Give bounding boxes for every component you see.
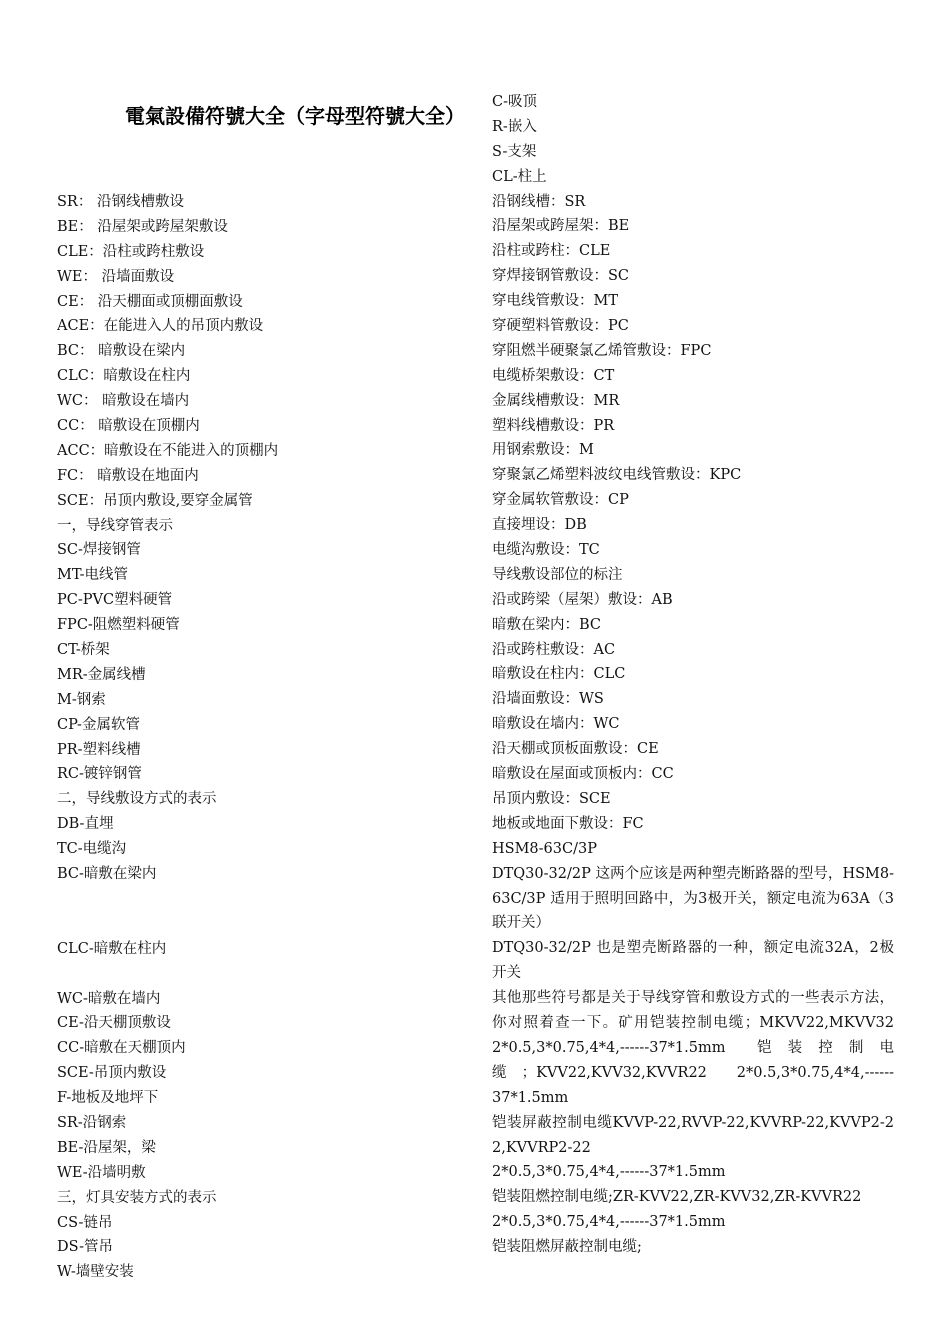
right-list-line: 用钢索敷设：M [492,442,594,459]
left-list-line: PR-塑料线槽 [57,741,141,758]
right-list-line: 吊顶内敷设：SCE [492,790,611,807]
left-list-line: M-钢索 [57,691,106,708]
left-list-line: ACE：在能进入人的吊顶内敷设 [57,318,264,335]
left-list-line: TC-电缆沟 [57,841,127,858]
left-list-line: CLC：暗敷设在柱内 [57,368,191,385]
right-paragraph: 铠装阻燃控制电缆;ZR-KVV22,ZR-KVV32,ZR-KVVR22 [492,1189,862,1206]
left-list-line: CE： 沿天棚面或顶棚面敷设 [57,293,243,310]
left-list-line: CS-链吊 [57,1214,113,1231]
right-paragraph: 铠装阻燃屏蔽控制电缆; [492,1239,642,1256]
left-list-line: WC-暗敷在墙内 [57,990,161,1007]
left-list-line: CP-金属软管 [57,716,140,733]
right-list-line: 直接埋设：DB [492,517,587,534]
right-column [492,90,923,1260]
right-list-line: 电缆桥架敷设：CT [492,367,615,384]
left-list-line: BE： 沿屋架或跨屋架敷设 [57,218,228,235]
right-list-line: 沿柱或跨柱：CLE [492,243,611,260]
left-list-line: SCE-吊顶内敷设 [57,1065,167,1082]
left-list-line: CT-桥架 [57,642,110,659]
right-list-line: 暗敷在梁内：BC [492,616,602,633]
left-list-line: F-地板及地坪下 [57,1090,159,1107]
left-list-line: BC-暗敷在梁内 [57,866,157,883]
left-list-line: 三，灯具安装方式的表示 [57,1189,217,1206]
right-list-line: 地板或地面下敷设：FC [492,815,644,832]
right-list-line: 穿电线管敷设：MT [492,293,619,310]
left-list-line: 一，导线穿管表示 [57,517,173,534]
left-list-line: SC-焊接钢管 [57,542,141,559]
left-list-line: DS-管吊 [57,1239,113,1256]
left-list-line: PC-PVC塑料硬管 [57,592,173,609]
left-list-line: SR-沿钢索 [57,1114,127,1131]
left-list-line: CLE：沿柱或跨柱敷设 [57,243,205,260]
left-list-line: BC： 暗敷设在梁内 [57,343,186,360]
right-list-line: 穿硬塑料管敷设：PC [492,318,629,335]
left-list-line: WC： 暗敷设在墙内 [57,393,190,410]
right-list-line: C-吸顶 [492,94,537,110]
right-paragraph: 2*0.5,3*0.75,4*4,------37*1.5mm [492,1214,726,1231]
left-list-line: CC： 暗敷设在顶棚内 [57,418,200,435]
left-list-line: DB-直埋 [57,816,114,833]
right-list-line: R-嵌入 [492,118,537,135]
left-list-line: FC： 暗敷设在地面内 [57,467,199,484]
right-list-line: 沿墙面敷设：WS [492,691,604,708]
right-list-1 [492,90,894,862]
right-paragraph: 铠装屏蔽控制电缆KVVP-22,RVVP-22,KVVRP-22,KVVP2-22,KVVRP2-22 [492,1114,894,1156]
left-list-line: W-墙壁安装 [57,1264,134,1281]
right-list-line: 沿天棚或顶板面敷设：CE [492,741,659,758]
left-list-line: RC-镀锌钢管 [57,766,142,783]
right-list-line: 沿屋架或跨屋架：BE [492,218,630,235]
right-list-line: 导线敷设部位的标注 [492,566,623,583]
left-list-line: 二，导线敷设方式的表示 [57,791,217,808]
left-list-line: FPC-阻燃塑料硬管 [57,617,180,634]
left-list-1 [57,190,477,937]
left-column [57,190,477,1285]
left-list-line: ACC：暗敷设在不能进入的顶棚内 [57,442,279,459]
right-list-line: 暗敷设在墙内：WC [492,716,620,733]
right-list-line: 暗敷设在屋面或顶板内：CC [492,766,674,783]
left-line-clc: CLC-暗敷在柱内 [57,940,167,957]
right-list-line: 沿或跨梁（屋架）敷设：AB [492,591,673,608]
right-paragraph: DTQ30-32/2P 这两个应该是两种塑壳断路器的型号，HSM8-63C/3P 适用于照明回路中，为3极开关，额定电流为63A（3联开关） [492,865,894,932]
left-list-line: CC-暗敷在天棚顶内 [57,1040,186,1057]
right-paragraph: 其他那些符号都是关于导线穿管和敷设方式的一些表示方法，你对照着查一下。矿用铠装控制电缆；MKVV22,MKVV32 2*0.5,3*0.75,4*4,------37*1.5mm 铠 装 控 制 电 缆 ；KVV22,KVV32,KVVR22 2*0.5,3*0.75,4*4,------37*1.5mm [492,990,923,1106]
right-paragraph: DTQ30-32/2P 也是塑壳断路器的一种，额定电流32A，2极开关 [492,940,894,982]
right-list-line: S-支架 [492,143,537,160]
page-title: 電氣設備符號大全（字母型符號大全） [125,104,465,128]
spacer [57,962,477,987]
right-list-line: 穿阻燃半硬聚氯乙烯管敷设：FPC [492,342,712,359]
left-list-2 [57,987,477,1286]
spacer [57,887,477,937]
right-list-line: CL-柱上 [492,168,547,185]
right-list-line: 沿钢线槽：SR [492,193,586,210]
left-list-line: WE-沿墙明敷 [57,1164,146,1181]
right-list-line: 穿聚氯乙烯塑料波纹电线管敷设：KPC [492,467,742,484]
right-list-line: 电缆沟敷设：TC [492,542,600,559]
left-list-line: CE-沿天棚顶敷设 [57,1015,171,1032]
right-list-line: HSM8-63C/3P [492,840,597,857]
left-list-line: SR： 沿钢线槽敷设 [57,194,184,210]
right-list-line: 暗敷设在柱内：CLC [492,666,626,683]
right-list-line: 穿焊接钢管敷设：SC [492,268,630,285]
right-list-line: 穿金属软管敷设：CP [492,492,629,509]
right-paragraph: 2*0.5,3*0.75,4*4,------37*1.5mm [492,1164,726,1181]
left-list-line: SCE：吊顶内敷设,要穿金属管 [57,492,253,509]
right-list-line: 沿或跨柱敷设：AC [492,641,616,658]
left-list-line: BE-沿屋架，梁 [57,1139,156,1156]
left-list-line: WE： 沿墙面敷设 [57,268,175,285]
left-list-line: MR-金属线槽 [57,666,146,683]
right-list-line: 金属线槽敷设：MR [492,392,620,409]
left-list-line: MT-电线管 [57,567,129,584]
right-list-line: 塑料线槽敷设：PR [492,417,615,434]
